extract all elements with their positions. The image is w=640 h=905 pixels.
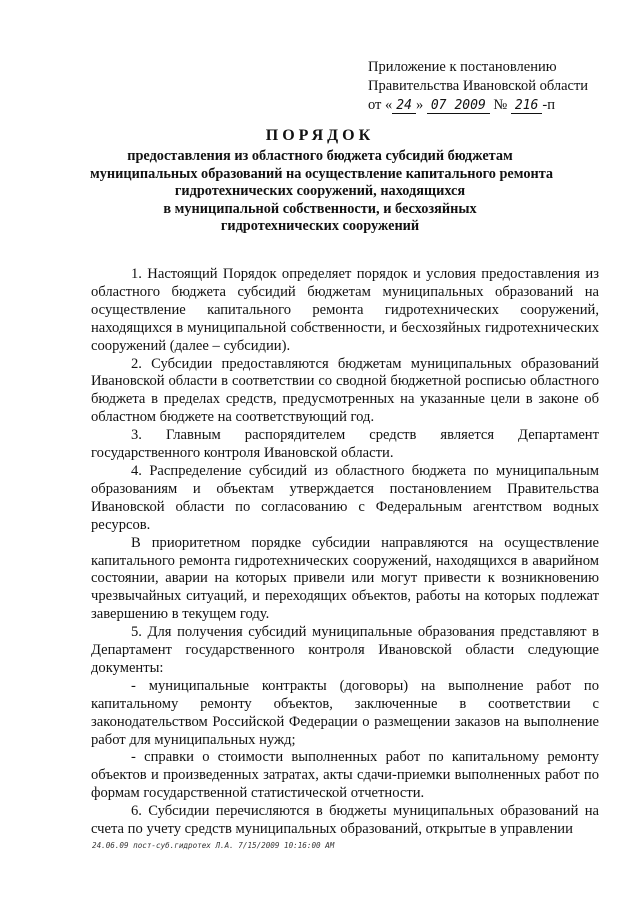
paragraph-4-priority: В приоритетном порядке субсидии направляются на осуществление капитального ремонта гидротехнических сооружений, находящихся в аварийном состоянии, аварии на которых привели или могут привести к возникновению чрезвычайных ситуаций, и переходящих объектов, работы на которых подлежат завершению в текущем году. [91, 534, 599, 623]
annex-close-quote: » [415, 97, 424, 113]
annex-suffix: -п [542, 97, 555, 113]
subtitle-line: муниципальных образований на осуществление капитального ремонта [90, 165, 554, 182]
paragraph-6: 6. Субсидии перечисляются в бюджеты муниципальных образований на счета по учету средств муниципальных образований, открытые в управлении [91, 803, 599, 838]
paragraph-1: 1. Настоящий Порядок определяет порядок и условия предоставления из областного бюджета субсидий бюджетам муниципальных образований на осуществление капитального ремонта гидротехнических сооружений, находящихся в муниципальной собственности, и бесхозяйных гидротехнических сооружений (далее – субсидии). [91, 266, 599, 354]
file-footer: 24.06.09 пост-суб.гидротех Л.А. 7/15/2009 10:16:00 AM [92, 841, 335, 850]
annex-line-1: Приложение к постановлению [368, 59, 557, 75]
paragraph-5: 5. Для получения субсидий муниципальные образования представляют в Департамент государственного контроля Ивановской области следующие документы: [91, 624, 599, 676]
paragraph-5-item-certificates: - справки о стоимости выполненных работ по капитальному ремонту объектов и произведенных затратах, акты сдачи-приемки выполненных работ по формам государственной статистической отчетности. [91, 749, 599, 802]
document-title: ПОРЯДОК [265, 127, 375, 144]
annex-number-sign: № [493, 97, 508, 113]
annex-year: 2009 [450, 98, 489, 114]
annex-date-number-line [368, 96, 608, 115]
annex-day: 24 [392, 98, 416, 114]
subtitle-line: гидротехнических сооружений, находящихся [174, 183, 466, 199]
annex-block [368, 58, 608, 115]
paragraph-5-item-contracts: - муниципальные контракты (договоры) на выполнение работ по капитальному ремонту объектов, заключенные в соответствии с законодательством Российской Федерации о размещении заказов на выполнение работ для муниципальных нужд; [91, 677, 599, 748]
subtitle-line: предоставления из областного бюджета субсидий бюджетам [127, 148, 513, 164]
subtitle-line: гидротехнических сооружений [220, 218, 420, 234]
paragraph-4: 4. Распределение субсидий из областного бюджета по муниципальным образованиям и объектам утверждается постановлением Правительства Ивановской области по согласованию с Федеральным агентством водных ресурсов. [91, 462, 599, 533]
document-subtitle [90, 148, 554, 236]
annex-from-prefix: от « [368, 97, 393, 113]
annex-month: 07 [427, 98, 451, 114]
subtitle-line: в муниципальной собственности, и бесхозяйных [163, 200, 477, 217]
annex-line-2: Правительства Ивановской области [368, 78, 589, 94]
annex-number: 216 [511, 98, 542, 114]
paragraph-3: 3. Главным распорядителем средств является Департамент государственного контроля Ивановской области. [91, 427, 599, 462]
document-body [91, 266, 599, 839]
paragraph-2: 2. Субсидии предоставляются бюджетам муниципальных образований Ивановской области в соответствии со сводной бюджетной росписью областного бюджета в пределах средств, предусмотренных на указанные цели в законе об областном бюджете на соответствующий год. [91, 355, 599, 426]
